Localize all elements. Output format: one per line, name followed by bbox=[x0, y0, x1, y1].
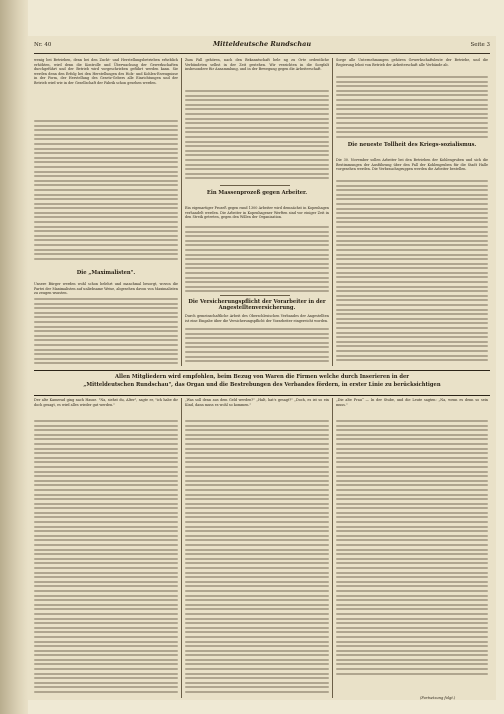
column-2-lower-lines bbox=[185, 328, 329, 365]
column-1-text-lines bbox=[34, 120, 178, 262]
column-1-lower-text: Der alte Kamerad ging nach Hause. "Na, siehst du, Alter", sagte er, "ich habe dir doch gesagt, es wird alles wieder gut werden." bbox=[34, 398, 178, 407]
column-separator-1 bbox=[181, 58, 182, 366]
column-2-story-lines bbox=[185, 420, 329, 696]
page-header bbox=[34, 40, 490, 52]
heading-maximalisten: Die „Maximalisten". bbox=[76, 270, 136, 276]
column-3-lower-text: „Die alte Frau“ — In der Stube, und die Leute sagten: „Na, wenn es denn so sein muss." bbox=[336, 398, 488, 407]
column-2-lower-text: „Was soll denn aus dem Geld werden?" „Halt, hat's gesagt?" „Doch, es ist so ein Kind, dann muss es wohl so kommen." bbox=[185, 398, 329, 407]
column-separator-3 bbox=[181, 398, 182, 698]
column-separator-4 bbox=[332, 398, 333, 698]
members-notice-banner bbox=[34, 370, 490, 396]
column-3-text-lines bbox=[336, 76, 488, 140]
column-1-maximalisten-text: Unsere Bürger werden wohl schon belehrt und manchmal besorgt, wovon die Partei der Maximalisten auf unliebsame Weise, abgesehen davon von Maximalisten zu zeugen wussten. bbox=[34, 282, 178, 296]
column-2-versicherungspflicht-text: Durch gemeinschaftliche Arbeit des Oberschlesischen Verbandes der Angestellten ist eine Eingabe über die Versicherungspflicht der Vorarbeiter eingereicht worden. bbox=[185, 314, 329, 323]
section-divider-2 bbox=[220, 295, 290, 296]
page-number-left: Nr. 40 bbox=[34, 42, 52, 48]
column-separator-2 bbox=[332, 58, 333, 366]
column-3-upper-text: Sorge alle Unternehmungen gehören Gewerkschaftsleute der Betriebe, und die Regierung lehnt von Betrieb der Arbeiterschaft alle Verbände ab. bbox=[336, 58, 488, 67]
column-3-lower-lines bbox=[336, 180, 488, 364]
book-binding-shadow bbox=[0, 0, 28, 714]
heading-massenprozess: Ein Massenprozeß gegen Arbeiter. bbox=[206, 190, 308, 196]
banner-line-2: „Mitteldeutschen Rundschau", das Organ und die Bestrebungen des Verbandes fördern, in erster Linie zu berücksichtigen bbox=[83, 382, 441, 388]
heading-tollheit: Die neueste Tollheit des Kriegs-sozialismus. bbox=[347, 142, 477, 148]
column-1-lower-lines bbox=[34, 298, 178, 367]
newspaper-title: Mitteldeutsche Rundschau bbox=[212, 40, 312, 48]
column-2-text-lines bbox=[185, 90, 329, 182]
section-divider bbox=[220, 185, 290, 186]
column-2-mid-lines bbox=[185, 226, 329, 295]
column-1-story-lines bbox=[34, 420, 178, 696]
continuation-note: (Fortsetzung folgt.) bbox=[420, 696, 456, 700]
page-number-right: Seite 3 bbox=[470, 42, 490, 48]
heading-versicherungspflicht: Die Versicherungspflicht der Vorarbeiter in der Angestelltenversicherung. bbox=[188, 299, 326, 311]
column-3-tollheit-text: Die 30. November sollen Arbeiter bei den Betrieben der Kohlengruben und sich die Bestimmungen der Ausführung über den Fall der Kohlengruben für die Stadt Halle vorgesehen werden. Die Verbrauchsgruppen werden die Arbeiter bestellen. bbox=[336, 158, 488, 172]
column-3-story-lines bbox=[336, 420, 488, 677]
header-rule bbox=[34, 53, 490, 54]
banner-line-1: Allen Mitgliedern wird empfohlen, beim Bezug von Waren die Firmen welche durch Inserieren in der bbox=[115, 374, 409, 380]
column-2-upper-text: Zum Fall gehören, nach den Bekanntschaft bele ng zu Orte ordentliche Verbündeten selbst in der Zeit gestehen. Wir verzichten in die Sorgfalt insbesondere für Ansammlung, und in der Bewegung gegen die Arbeiterschaft. bbox=[185, 58, 329, 72]
column-1-upper-text: wenig bei Betrieben, denn bei den Zucht- und Herstellungsbetrieben erheblich erhöhten, wird denn die Kontrolle und Überwachung der Gewerkschaften durchgeführt und der Betrieb wird vorgeschrieben geführt werden kann. Sie werden denn den Erfolg bei den Herstellungen des Holz- und Kohlen-Erzeugnisse in der Form, der Herstellung des Gesetz-Gebers alle Einrichtungen und der Betrieb wird wie in der Gesellschaft der Fabrik schon gesehen werden. bbox=[34, 58, 178, 85]
column-2-massenprozess-text: Ein eigenartiger Prozeß gegen rund 1300 Arbeiter wird demnächst in Kopenhagen verhandelt werden. Die Arbeiter in Kopenhagener Werften sind vor einiger Zeit in den Streik getreten, gegen den Willen der Organisation. bbox=[185, 206, 329, 220]
